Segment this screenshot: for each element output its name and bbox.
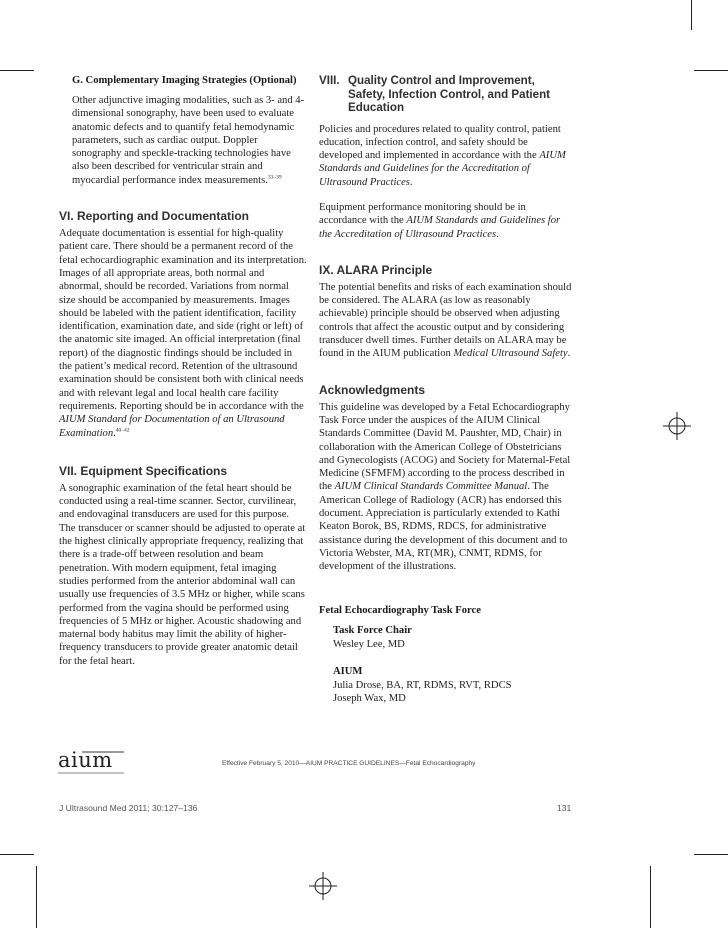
- section-ix-heading: IX. ALARA Principle: [319, 262, 433, 277]
- registration-mark-icon: [309, 872, 337, 900]
- page-number: 131: [557, 803, 572, 813]
- acknowledgments-body: This guideline was developed by a Fetal Echocardiography Task Force under the auspices of the AIUM Clinical Standards Committee (David M. Paushter, MD, Chair) in collaboration with the American College of Obstetricians and Gynecologists (ACOG) and Society for Maternal-Fetal Medicine (SFMFM) according to the process described in the AIUM Clinical Standards Committee Manual. The American College of Radiology (ACR) has endorsed this document. Appreciation is particularly extended to Kathi Keaton Borok, BS, RDMS, RDCS, for administrative assistance during the development of this document and to Victoria Webster, MA, RT(MR), CNMT, RDMS, for development of the illustrations.: [319, 401, 571, 573]
- registration-mark-icon: [663, 412, 691, 440]
- task-force-aium: [333, 665, 574, 706]
- task-force-aium-label: AIUM: [333, 665, 363, 677]
- task-force-aium-member: Julia Drose, BA, RT, RDMS, RVT, RDCS: [333, 679, 512, 691]
- section-g-body: Other adjunctive imaging modalities, such as 3- and 4-dimensional sonography, have been used to evaluate anatomic defects and to quantify fetal hemodynamic parameters, such as cardiac output. Doppler sonography and speckle-tracking technologies have also been described for ventricular strain and myocardial performance index measurements.$^{33-39}$: [72, 95, 305, 186]
- crop-mark: [650, 866, 651, 928]
- task-force-chair-label: Task Force Chair: [333, 624, 412, 636]
- section-g-heading: G. Complementary Imaging Strategies (Optional): [72, 75, 297, 86]
- citation: 40–42: [115, 427, 130, 433]
- task-force-chair-name: Wesley Lee, MD: [333, 638, 405, 650]
- task-force-chair: [333, 624, 574, 651]
- task-force-heading: Fetal Echocardiography Task Force: [319, 604, 481, 616]
- section-vi-heading: VI. Reporting and Documentation: [59, 209, 250, 224]
- section-viii-heading: [319, 74, 574, 115]
- section-vi-body: Adequate documentation is essential for high-quality patient care. There should be a permanent record of the fetal echocardiographic examination and its interpretation. Images of all appropriate areas, both normal and abnormal, should be recorded. Variations from normal size should be accompanied by measurements. Images should be labeled with the patient identification, facility identification, examination date, and side (right or left) of the anatomic site imaged. An official interpretation (final report) of the diagnostic findings should be included in the patient’s medical record. Retention of the ultrasound examination should be consistent both with clinical needs and with relevant legal and local health care facility requirements. Reporting should be in accordance with the AIUM Standard for Documentation of an Ultrasound Examination.$^{40-42}$: [59, 228, 307, 439]
- left-column: [59, 74, 307, 668]
- crop-mark: [36, 866, 37, 928]
- aium-logo: [58, 749, 124, 775]
- section-vii-heading: VII. Equipment Specifications: [59, 463, 228, 478]
- section-viii-paragraph-1: Policies and procedures related to quality control, patient education, infection control, and safety should be developed and implemented in accordance with the AIUM Standards and Guidelines for the Accreditation of Ultrasound Practices.: [319, 123, 566, 188]
- section-viii-title: Quality Control and Improvement, Safety, Infection Control, and Patient Education: [348, 74, 551, 114]
- acknowledgments-heading: Acknowledgments: [319, 382, 426, 397]
- crop-mark: [694, 854, 728, 855]
- task-force-aium-member: Joseph Wax, MD: [333, 693, 406, 705]
- section-g: [72, 74, 307, 187]
- footer-journal-reference: J Ultrasound Med 2011; 30:127–136: [59, 803, 198, 813]
- section-vii-body: A sonographic examination of the fetal heart should be conducted using a real-time scanner. Sector, curvilinear, and endovaginal transducers are used for this purpose. The transducer or scanner should be adjusted to operate at the highest clinically appropriate frequency, realizing that there is a trade-off between resolution and beam penetration. With modern equipment, fetal imaging studies performed from the anterior abdominal wall can usually use frequencies of 3.5 MHz or higher, while scans performed from the vagina should be performed using frequencies of 5 MHz or higher. Acoustic shadowing and maternal body habitus may limit the ability of higher-frequency transducers to provide greater anatomic detail for the fetal heart.: [59, 482, 306, 667]
- right-column: [319, 74, 574, 705]
- logo-tagline-bar: [58, 772, 124, 774]
- section-ix-body: The potential benefits and risks of each examination should be considered. The ALARA (as low as reasonably achievable) principle should be observed when adjusting controls that affect the acoustic output and by considering transducer dwell times. Further details on ALARA may be found in the AIUM publication Medical Ultrasound Safety.: [319, 281, 572, 360]
- footer-effective-line: Effective February 5, 2010—AIUM PRACTICE GUIDELINES—Fetal Echocardiography: [222, 760, 476, 767]
- crop-mark: [0, 854, 34, 855]
- crop-mark: [694, 70, 728, 71]
- section-viii-number: VIII.: [319, 74, 340, 87]
- crop-mark: [691, 0, 692, 30]
- logo-wordmark: aium: [58, 748, 113, 772]
- citation: 33–39: [267, 174, 282, 181]
- section-viii-paragraph-2: Equipment performance monitoring should be in accordance with the AIUM Standards and Guidelines for the Accreditation of Ultrasound Practices.: [319, 201, 561, 240]
- crop-mark: [0, 70, 34, 71]
